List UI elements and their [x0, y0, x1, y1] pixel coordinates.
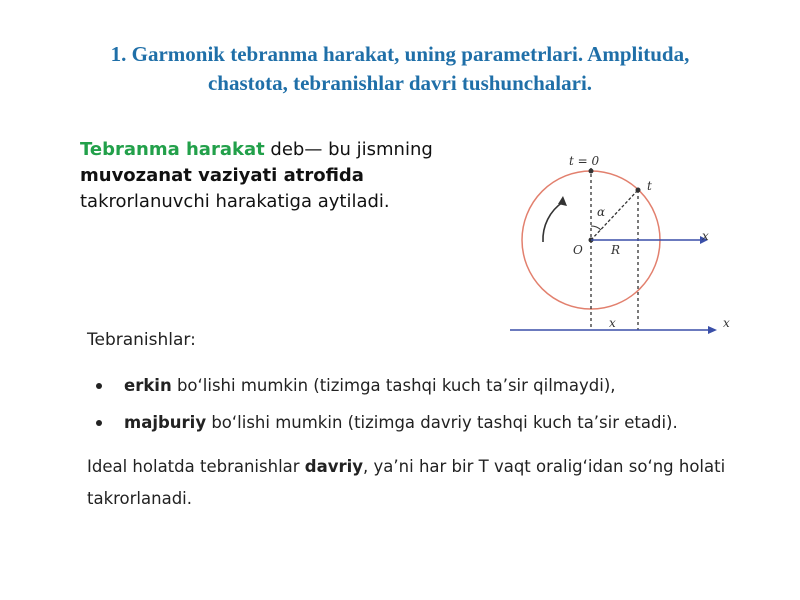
bullet-icon	[96, 383, 102, 389]
list-item	[87, 413, 747, 432]
oscillations-section	[87, 330, 747, 515]
label-x-upper: x	[702, 229, 709, 243]
oscillations-list	[87, 376, 747, 432]
list-item	[87, 376, 747, 395]
label-alpha: α	[597, 205, 606, 219]
item-bold: erkin	[124, 376, 172, 395]
rotation-arrow-icon	[543, 202, 563, 242]
para-line-2: takrorlanadi.	[87, 489, 193, 508]
item-text: bo‘lishi mumkin (tizimga davriy tashqi kuch ta’sir etadi).	[206, 413, 678, 432]
item-bold: majburiy	[124, 413, 207, 432]
label-o: O	[573, 243, 583, 257]
oscillations-heading: Tebranishlar:	[87, 330, 196, 350]
angle-arc	[591, 226, 601, 230]
definition-text	[80, 137, 480, 215]
label-r: R	[611, 243, 621, 257]
para-after: , ya’ni har bir T vaqt oralig‘idan so‘ng holati	[363, 457, 726, 476]
definition-term: Tebranma harakat	[80, 139, 265, 160]
definition-line-1	[80, 137, 480, 163]
definition-bold-phrase: muvozanat vaziyati atrofida	[80, 165, 364, 186]
definition-after-term: deb— bu jismning	[264, 139, 433, 160]
slide-title	[60, 40, 740, 98]
definition-rest: takrorlanuvchi harakatiga aytiladi.	[80, 191, 390, 212]
periodicity-paragraph	[87, 451, 747, 515]
title-line-2: chastota, tebranishlar davri tushunchalari.	[207, 71, 593, 95]
bullet-icon	[96, 420, 102, 426]
para-bold: davriy	[304, 457, 364, 476]
point-t0	[589, 169, 594, 174]
item-text: bo‘lishi mumkin (tizimga tashqi kuch ta’sir qilmaydi),	[171, 376, 616, 395]
label-t: t	[647, 179, 652, 193]
circular-motion-diagram	[505, 150, 745, 340]
para-before: Ideal holatda tebranishlar	[87, 457, 305, 476]
label-t0: t = 0	[569, 154, 600, 168]
label-x-axis: x	[723, 316, 730, 330]
title-line-1: 1. Garmonik tebranma harakat, uning parametrlari. Amplituda,	[110, 42, 690, 66]
label-x-bottom: x	[609, 316, 616, 330]
